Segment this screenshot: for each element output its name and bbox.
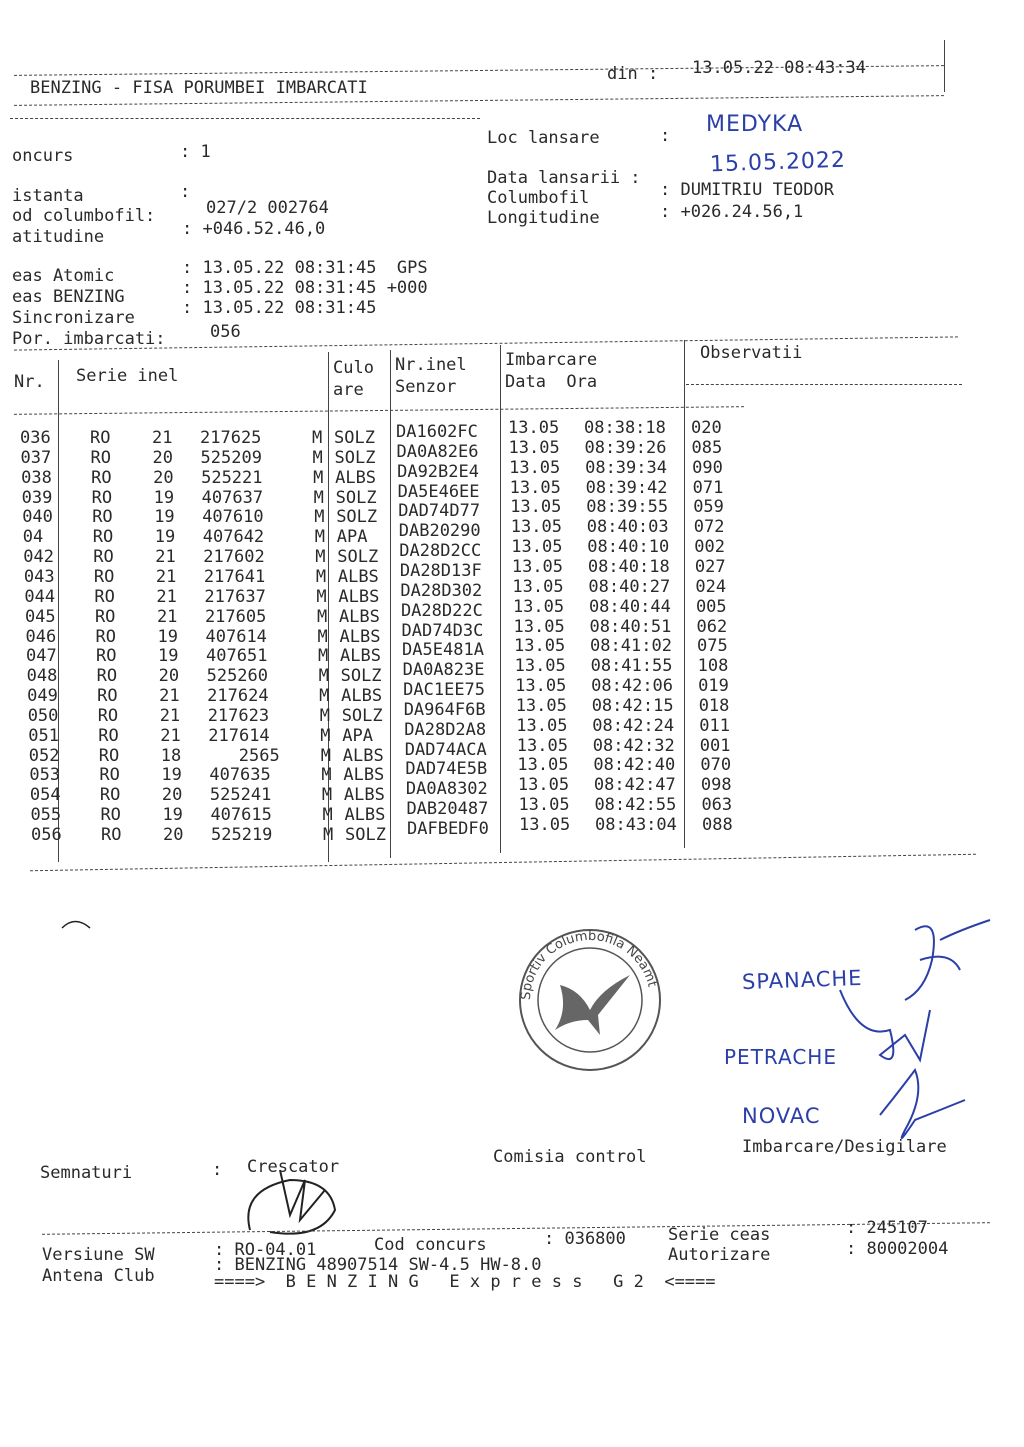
antena-value: : BENZING 48907514 SW-4.5 HW-8.0 xyxy=(214,1255,542,1275)
autorizare-label: Autorizare xyxy=(668,1245,771,1265)
row-sex: M xyxy=(312,428,323,448)
ceas-benzing-label: eas BENZING xyxy=(12,287,125,307)
row-an: 19 xyxy=(162,805,183,826)
row-sex: M xyxy=(322,805,333,826)
col-header-culoare-2: are xyxy=(333,380,364,400)
row-culoare: ALBS xyxy=(337,566,379,587)
row-ora: 08:39:26 xyxy=(584,437,667,458)
row-obs: 085 xyxy=(691,437,723,458)
row-tara: RO xyxy=(96,666,118,687)
row-culoare: ALBS xyxy=(338,606,380,627)
row-data: 13.05 xyxy=(514,656,566,677)
row-culoare: ALBS xyxy=(340,646,381,667)
row-ora: 08:40:18 xyxy=(587,556,670,577)
cod-concurs-value: : 036800 xyxy=(544,1229,626,1249)
row-an: 20 xyxy=(163,825,184,845)
row-nr: 046 xyxy=(25,626,57,647)
row-obs: 024 xyxy=(695,576,727,597)
row-sex: M xyxy=(314,507,325,528)
row-data: 13.05 xyxy=(510,517,562,538)
row-obs: 011 xyxy=(699,715,730,736)
cod-columbofil-label: od columbofil: xyxy=(12,206,156,226)
row-senzor: DA0A823E xyxy=(402,660,485,681)
row-ora: 08:41:55 xyxy=(590,656,673,677)
row-nr: 048 xyxy=(26,666,58,687)
row-sex: M xyxy=(321,765,332,786)
row-tara: RO xyxy=(92,507,113,528)
row-senzor: DA5E46EE xyxy=(397,481,480,502)
row-ora: 08:40:51 xyxy=(589,616,672,637)
row-ora: 08:42:06 xyxy=(591,676,674,697)
petrache-signature xyxy=(840,990,930,1060)
row-culoare: ALBS xyxy=(335,467,377,488)
row-inel: 407651 xyxy=(206,646,268,667)
benzing-express-line: ====> B E N Z I N G E x p r e s s G 2 <==== xyxy=(214,1272,716,1292)
col-header-nr: Nr. xyxy=(14,372,45,392)
row-an: 19 xyxy=(157,626,178,647)
row-an: 21 xyxy=(156,586,177,607)
row-inel: 525241 xyxy=(209,785,272,806)
row-culoare: ALBS xyxy=(343,785,385,806)
col-header-serie: Serie inel xyxy=(76,366,179,386)
loc-label: Loc lansare xyxy=(487,128,600,148)
row-ora: 08:40:44 xyxy=(588,596,671,617)
semnaturi-sep: : xyxy=(212,1160,223,1180)
row-inel: 217623 xyxy=(207,705,270,726)
row-ora: 08:42:47 xyxy=(593,775,676,796)
por-imbarcati-value: 056 xyxy=(210,322,241,342)
longitudine-label: Longitudine xyxy=(487,208,600,228)
row-an: 20 xyxy=(152,447,174,468)
row-an: 19 xyxy=(158,646,179,667)
row-obs: 108 xyxy=(697,656,729,677)
row-data: 13.05 xyxy=(509,457,561,478)
date-label: din : xyxy=(607,64,659,84)
row-inel: 525260 xyxy=(206,666,269,687)
row-obs: 019 xyxy=(698,676,729,697)
row-sex: M xyxy=(318,666,329,687)
row-an: 20 xyxy=(153,467,174,488)
row-data: 13.05 xyxy=(508,437,560,458)
cod-concurs-label: Cod concurs xyxy=(374,1235,487,1255)
row-ora: 08:40:03 xyxy=(586,517,669,538)
row-tara: RO xyxy=(95,626,116,647)
columbofil-value: : DUMITRIU TEODOR xyxy=(660,180,834,200)
row-senzor: DA28D302 xyxy=(400,580,483,601)
row-tara: RO xyxy=(100,805,121,826)
row-ora: 08:38:18 xyxy=(584,418,666,438)
row-sex: M xyxy=(313,467,324,488)
row-senzor: DA28D13F xyxy=(399,560,482,581)
serie-ceas-label: Serie ceas xyxy=(668,1225,771,1245)
row-inel: 217614 xyxy=(208,725,270,746)
row-obs: 098 xyxy=(700,775,732,796)
row-ora: 08:41:02 xyxy=(590,636,672,657)
row-tara: RO xyxy=(90,428,111,448)
crescator-label: Crescator xyxy=(247,1157,340,1177)
row-data: 13.05 xyxy=(519,815,571,835)
loc-value: MEDYKA xyxy=(706,112,804,137)
concurs-value: : 1 xyxy=(180,142,211,162)
novac-signature xyxy=(880,1070,965,1138)
row-an: 20 xyxy=(161,785,183,806)
row-an: 20 xyxy=(158,666,180,687)
row-an: 21 xyxy=(159,705,181,726)
row-inel: 525219 xyxy=(211,825,273,845)
club-stamp xyxy=(519,929,660,1070)
row-senzor: DAC1EE75 xyxy=(403,680,486,701)
concurs-label: oncurs xyxy=(12,146,74,166)
row-sex: M xyxy=(313,487,324,508)
row-culoare: ALBS xyxy=(341,686,383,707)
row-inel: 217637 xyxy=(204,586,266,607)
row-sex: M xyxy=(316,586,327,607)
row-obs: 005 xyxy=(695,596,727,617)
row-nr: 051 xyxy=(28,725,59,746)
row-culoare: APA xyxy=(336,527,368,548)
row-data: 13.05 xyxy=(517,775,570,796)
row-culoare: ALBS xyxy=(339,626,381,647)
row-data: 13.05 xyxy=(516,715,568,736)
row-nr: 038 xyxy=(21,467,52,488)
row-culoare: ALBS xyxy=(344,805,386,826)
row-nr: 053 xyxy=(29,765,61,786)
row-sex: M xyxy=(318,646,329,667)
row-inel: 217624 xyxy=(207,686,269,707)
row-inel: 217625 xyxy=(200,428,262,448)
date-value: 13.05.22 08:43:34 xyxy=(692,58,866,78)
row-obs: 062 xyxy=(696,616,728,637)
row-obs: 088 xyxy=(702,815,733,835)
row-tara: RO xyxy=(91,487,113,508)
row-senzor: DA964F6B xyxy=(403,699,486,720)
row-an: 21 xyxy=(152,428,173,448)
row-tara: RO xyxy=(94,606,116,627)
row-ora: 08:43:04 xyxy=(595,815,677,835)
row-nr: 040 xyxy=(22,507,53,528)
row-senzor: DA0A82E6 xyxy=(396,441,479,462)
row-senzor: DA28D2A8 xyxy=(404,719,487,740)
sincronizare-label: Sincronizare xyxy=(12,308,135,328)
row-nr: 056 xyxy=(31,825,62,845)
latitudine-value: : +046.52.46,0 xyxy=(182,219,326,239)
row-ora: 08:42:40 xyxy=(593,755,676,776)
distanta-value: : xyxy=(180,182,191,202)
row-nr: 052 xyxy=(28,745,60,766)
row-senzor: DAD74D77 xyxy=(398,501,481,522)
row-obs: 063 xyxy=(701,795,733,816)
row-nr: 037 xyxy=(20,447,52,468)
row-culoare: SOLZ xyxy=(340,666,382,687)
row-tara: RO xyxy=(99,785,121,806)
row-an: 19 xyxy=(154,507,175,528)
row-ora: 08:40:27 xyxy=(588,576,671,597)
row-tara: RO xyxy=(101,825,122,845)
row-ora: 08:39:42 xyxy=(585,477,668,498)
spanache-signature xyxy=(905,920,990,1000)
row-nr: 04 xyxy=(22,527,44,548)
row-culoare: SOLZ xyxy=(345,825,386,845)
row-an: 21 xyxy=(155,547,176,568)
row-senzor: DA0A8302 xyxy=(405,779,488,800)
row-sex: M xyxy=(320,725,331,746)
row-an: 21 xyxy=(160,725,181,746)
ceas-benzing-value: : 13.05.22 08:31:45 +000 xyxy=(182,278,428,298)
row-an: 19 xyxy=(154,527,176,548)
row-nr: 049 xyxy=(27,686,58,707)
row-obs: 002 xyxy=(694,537,726,558)
row-culoare: SOLZ xyxy=(336,507,378,528)
row-culoare: SOLZ xyxy=(334,428,375,448)
row-sex: M xyxy=(315,566,327,587)
row-inel: 525221 xyxy=(201,467,263,488)
row-tara: RO xyxy=(97,686,118,707)
semnaturi-label: Semnaturi xyxy=(40,1163,133,1183)
versiune-label: Versiune SW xyxy=(42,1245,155,1265)
ceas-atomic-label: eas Atomic xyxy=(12,266,115,286)
row-tara: RO xyxy=(98,745,120,766)
row-tara: RO xyxy=(96,646,117,667)
spanache-name: SPANACHE xyxy=(741,965,863,995)
row-ora: 08:42:55 xyxy=(594,795,677,816)
sincronizare-value: : 13.05.22 08:31:45 xyxy=(182,298,377,318)
row-nr: 050 xyxy=(27,705,59,726)
col-header-imbarcare-2: Data Ora xyxy=(505,372,598,392)
row-obs: 020 xyxy=(691,418,722,438)
imbarcare-label: Imbarcare/Desigilare xyxy=(742,1137,947,1157)
row-ora: 08:42:32 xyxy=(592,735,675,756)
row-obs: 027 xyxy=(694,556,726,577)
row-ora: 08:42:24 xyxy=(592,715,675,736)
margin-mark xyxy=(62,922,90,929)
row-tara: RO xyxy=(93,566,115,587)
row-data: 13.05 xyxy=(511,556,564,577)
row-sex: M xyxy=(316,606,328,627)
row-senzor: DAD74E5B xyxy=(405,759,488,780)
row-obs: 059 xyxy=(693,497,724,518)
novac-name: NOVAC xyxy=(742,1104,821,1128)
row-culoare: ALBS xyxy=(342,745,384,766)
row-sex: M xyxy=(319,705,330,726)
row-inel: 407610 xyxy=(202,507,264,528)
data-lansarii-value: 15.05.2022 xyxy=(709,147,847,178)
row-senzor: DAD74ACA xyxy=(404,739,487,760)
row-nr: 036 xyxy=(20,428,51,448)
row-senzor: DA5E481A xyxy=(402,640,484,661)
row-an: 21 xyxy=(155,566,177,587)
document-title: BENZING - FISA PORUMBEI IMBARCATI xyxy=(30,78,368,98)
row-data: 13.05 xyxy=(518,795,570,816)
row-ora: 08:42:15 xyxy=(591,695,674,716)
crescator-signature xyxy=(248,1170,335,1234)
row-data: 13.05 xyxy=(512,596,565,617)
row-inel: 217605 xyxy=(204,606,267,627)
row-inel: 525209 xyxy=(200,447,262,468)
row-obs: 001 xyxy=(699,735,731,756)
row-data: 13.05 xyxy=(511,537,563,558)
longitudine-value: : +026.24.56,1 xyxy=(660,202,804,222)
row-nr: 043 xyxy=(23,566,55,587)
row-nr: 045 xyxy=(24,606,56,627)
row-sex: M xyxy=(323,825,334,845)
row-data: 13.05 xyxy=(516,735,568,756)
col-header-observatii: Observatii xyxy=(700,343,803,363)
row-data: 13.05 xyxy=(515,695,567,716)
row-inel: 217602 xyxy=(203,547,265,568)
row-nr: 044 xyxy=(24,586,56,607)
col-header-nrinel-2: Senzor xyxy=(395,377,457,397)
row-inel: 217641 xyxy=(203,566,266,587)
row-inel: 407637 xyxy=(201,487,264,508)
row-senzor: DAFBEDF0 xyxy=(407,819,489,839)
row-tara: RO xyxy=(99,765,120,786)
row-obs: 090 xyxy=(692,457,723,478)
loc-sep: : xyxy=(660,126,671,146)
row-an: 21 xyxy=(159,686,180,707)
distanta-label: istanta xyxy=(12,186,84,206)
col-header-culoare-1: Culo xyxy=(333,358,374,378)
row-sex: M xyxy=(315,547,326,568)
row-senzor: DA28D2CC xyxy=(399,541,482,562)
col-header-nrinel-1: Nr.inel xyxy=(395,355,467,375)
row-inel: 407614 xyxy=(205,626,267,647)
row-nr: 047 xyxy=(26,646,57,667)
row-obs: 075 xyxy=(697,636,728,657)
row-obs: 071 xyxy=(692,477,724,498)
svg-text:Sportiv Columbofila Neamt: Sportiv Columbofila Neamt xyxy=(518,928,660,1001)
antena-label: Antena Club xyxy=(42,1266,155,1286)
row-senzor: DA1602FC xyxy=(396,422,478,442)
row-culoare: ALBS xyxy=(343,765,385,786)
row-sex: M xyxy=(317,626,328,647)
row-culoare: APA xyxy=(342,725,373,746)
row-data: 13.05 xyxy=(514,636,566,657)
row-data: 13.05 xyxy=(515,676,567,697)
row-senzor: DA92B2E4 xyxy=(397,461,479,482)
row-tara: RO xyxy=(90,447,112,468)
row-nr: 054 xyxy=(29,785,61,806)
row-sex: M xyxy=(321,785,333,806)
row-senzor: DAD74D3C xyxy=(401,620,484,641)
row-tara: RO xyxy=(98,725,119,746)
row-inel: 407642 xyxy=(202,527,265,548)
row-sex: M xyxy=(320,745,332,766)
row-culoare: SOLZ xyxy=(341,705,383,726)
row-an: 18 xyxy=(160,745,182,766)
ceas-atomic-value: : 13.05.22 08:31:45 GPS xyxy=(182,258,428,278)
row-tara: RO xyxy=(92,527,114,548)
row-obs: 018 xyxy=(698,695,730,716)
row-sex: M xyxy=(314,527,325,548)
row-culoare: SOLZ xyxy=(337,547,379,568)
row-inel: 407635 xyxy=(209,765,271,786)
row-an: 19 xyxy=(153,487,175,508)
cod-columbofil-value: 027/2 002764 xyxy=(206,198,329,218)
row-senzor: DAB20487 xyxy=(406,799,489,820)
row-ora: 08:40:10 xyxy=(587,537,670,558)
row-obs: 070 xyxy=(700,755,732,776)
comisia-label: Comisia control xyxy=(493,1147,647,1167)
row-sex: M xyxy=(312,447,323,468)
petrache-name: PETRACHE xyxy=(724,1045,837,1069)
row-nr: 055 xyxy=(30,805,62,826)
row-inel: 2565 xyxy=(238,745,280,766)
row-ora: 08:39:55 xyxy=(586,497,669,518)
row-nr: 039 xyxy=(21,487,53,508)
data-lansarii-label: Data lansarii : xyxy=(487,168,641,188)
row-an: 19 xyxy=(161,765,182,786)
row-senzor: DA28D22C xyxy=(400,600,483,621)
row-tara: RO xyxy=(94,586,115,607)
row-data: 13.05 xyxy=(509,477,561,498)
col-header-imbarcare-1: Imbarcare xyxy=(505,350,598,370)
row-culoare: SOLZ xyxy=(335,487,377,508)
row-culoare: ALBS xyxy=(338,586,380,607)
row-tara: RO xyxy=(91,467,112,488)
autorizare-value: : 80002004 xyxy=(846,1239,949,1259)
row-senzor: DAB20290 xyxy=(398,521,481,542)
serie-ceas-value: : 245107 xyxy=(846,1218,928,1238)
row-data: 13.05 xyxy=(517,755,569,776)
row-an: 21 xyxy=(156,606,178,627)
row-nr: 042 xyxy=(23,547,55,568)
row-ora: 08:39:34 xyxy=(585,457,667,478)
row-tara: RO xyxy=(97,705,119,726)
row-culoare: SOLZ xyxy=(334,447,376,468)
row-obs: 072 xyxy=(693,517,725,538)
columbofil-label: Columbofil xyxy=(487,188,590,208)
row-data: 13.05 xyxy=(508,418,560,438)
row-inel: 407615 xyxy=(210,805,272,826)
latitudine-label: atitudine xyxy=(12,227,105,247)
row-data: 13.05 xyxy=(512,576,564,597)
row-data: 13.05 xyxy=(510,497,562,518)
row-sex: M xyxy=(319,686,330,707)
row-tara: RO xyxy=(93,547,114,568)
row-data: 13.05 xyxy=(513,616,565,637)
versiune-value: : RO-04.01 xyxy=(214,1240,317,1260)
por-imbarcati-label: Por. imbarcati: xyxy=(12,329,166,349)
